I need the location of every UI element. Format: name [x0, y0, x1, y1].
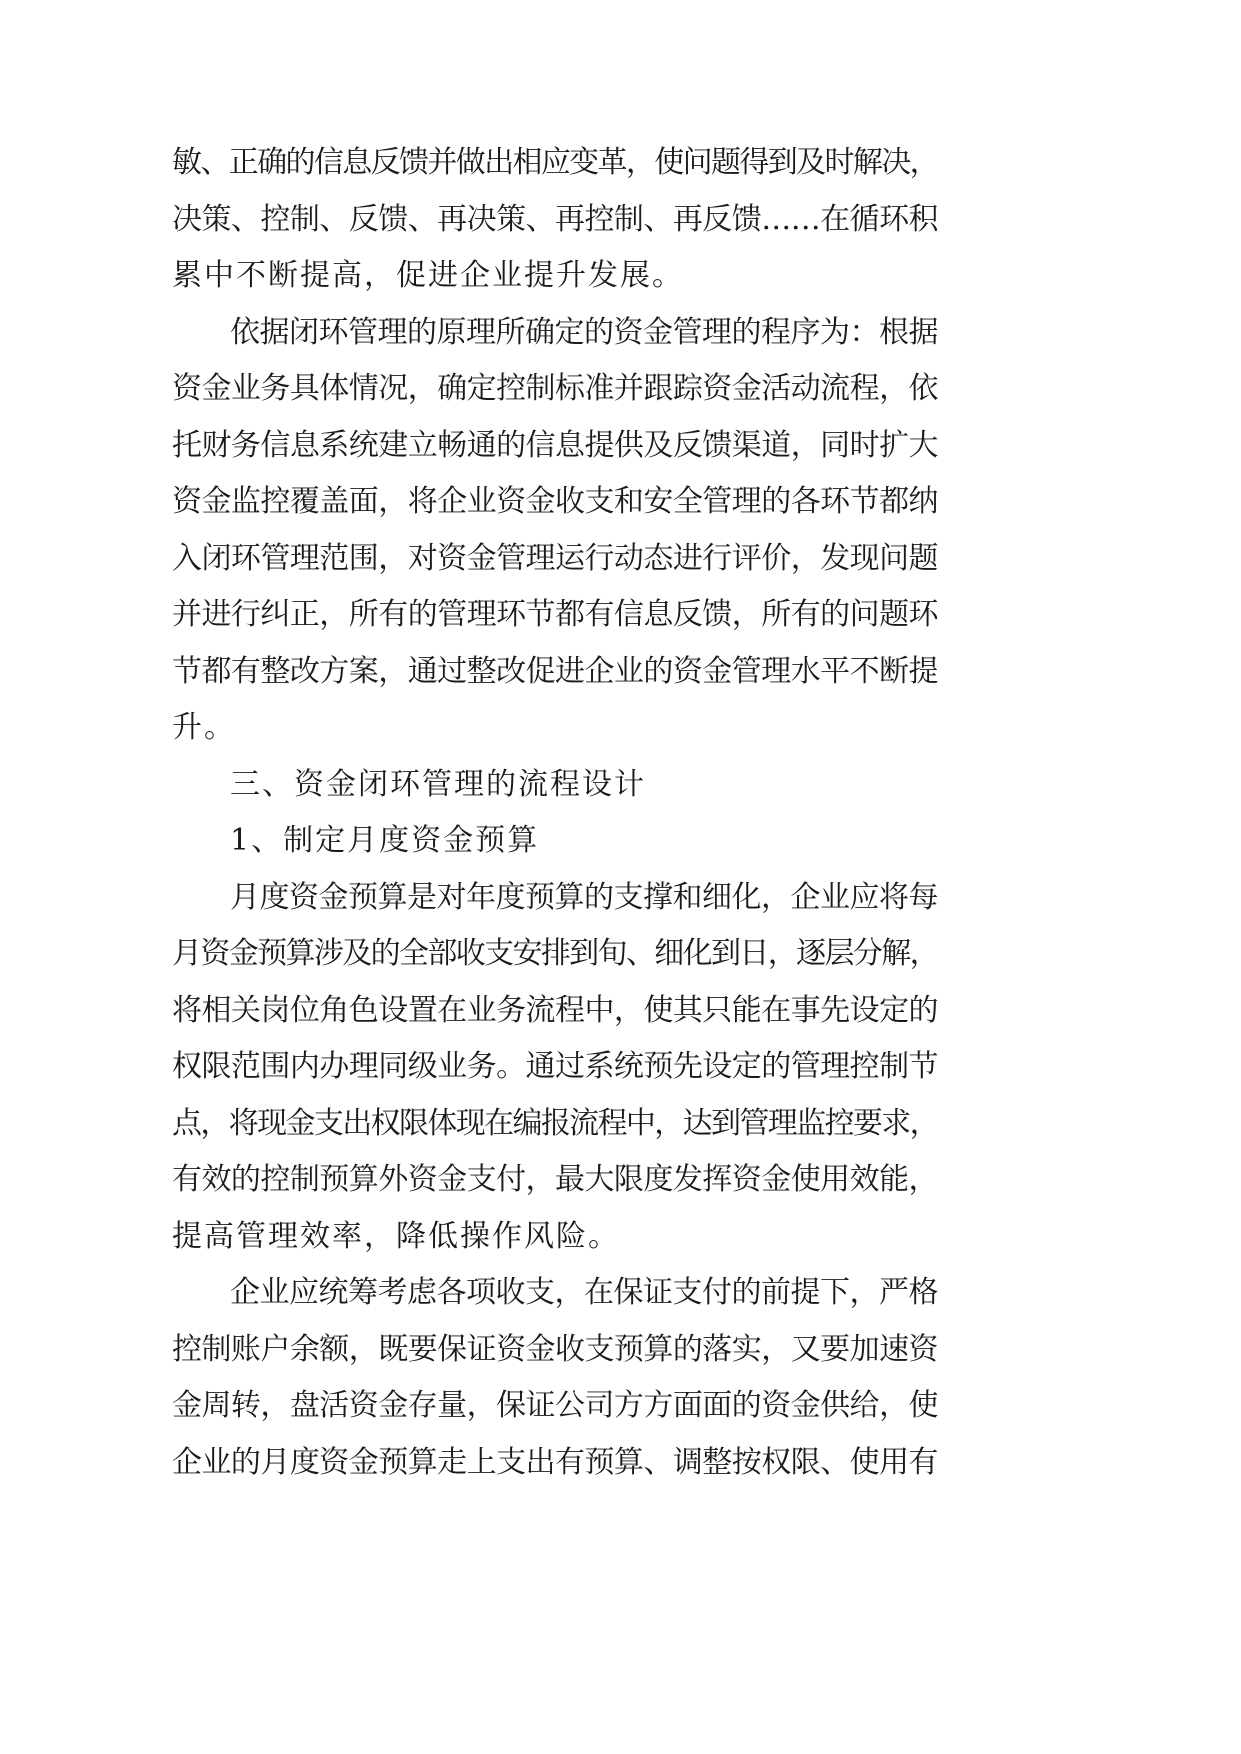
- subsection-heading: 1、制定月度资金预算: [230, 823, 540, 858]
- text-line: 提高管理效率，降低操作风险。: [172, 1219, 620, 1254]
- text-line: 托财务信息系统建立畅通的信息提供及反馈渠道，同时扩大: [172, 428, 938, 463]
- text-line: 节都有整改方案，通过整改促进企业的资金管理水平不断提: [172, 654, 938, 689]
- paragraph-start-line: 依据闭环管理的原理所确定的资金管理的程序为：根据: [230, 315, 938, 350]
- text-line: 敏、正确的信息反馈并做出相应变革，使问题得到及时解决，: [172, 145, 938, 180]
- text-line: 决策、控制、反馈、再决策、再控制、再反馈……在循环积: [172, 202, 938, 237]
- text-line: 并进行纠正，所有的管理环节都有信息反馈，所有的问题环: [172, 597, 938, 632]
- section-heading: 三、资金闭环管理的流程设计: [230, 767, 646, 802]
- text-line: 有效的控制预算外资金支付，最大限度发挥资金使用效能，: [172, 1162, 938, 1197]
- text-line: 月资金预算涉及的全部收支安排到旬、细化到日，逐层分解，: [172, 936, 938, 971]
- text-line: 金周转，盘活资金存量，保证公司方方面面的资金供给，使: [172, 1388, 938, 1423]
- paragraph-start-line: 月度资金预算是对年度预算的支撑和细化，企业应将每: [230, 880, 938, 915]
- text-line: 将相关岗位角色设置在业务流程中，使其只能在事先设定的: [172, 993, 938, 1028]
- text-line: 点，将现金支出权限体现在编报流程中，达到管理监控要求，: [172, 1106, 938, 1141]
- text-line: 升。: [172, 710, 236, 745]
- text-line: 资金业务具体情况，确定控制标准并跟踪资金活动流程，依: [172, 371, 938, 406]
- text-line: 入闭环管理范围，对资金管理运行动态进行评价，发现问题: [172, 541, 938, 576]
- text-line: 累中不断提高，促进企业提升发展。: [172, 258, 684, 293]
- text-line: 控制账户余额，既要保证资金收支预算的落实，又要加速资: [172, 1332, 938, 1367]
- paragraph-start-line: 企业应统筹考虑各项收支，在保证支付的前提下，严格: [230, 1275, 938, 1310]
- text-line: 权限范围内办理同级业务。通过系统预先设定的管理控制节: [172, 1049, 938, 1084]
- text-line: 资金监控覆盖面，将企业资金收支和安全管理的各环节都纳: [172, 484, 938, 519]
- text-line: 企业的月度资金预算走上支出有预算、调整按权限、使用有: [172, 1445, 938, 1480]
